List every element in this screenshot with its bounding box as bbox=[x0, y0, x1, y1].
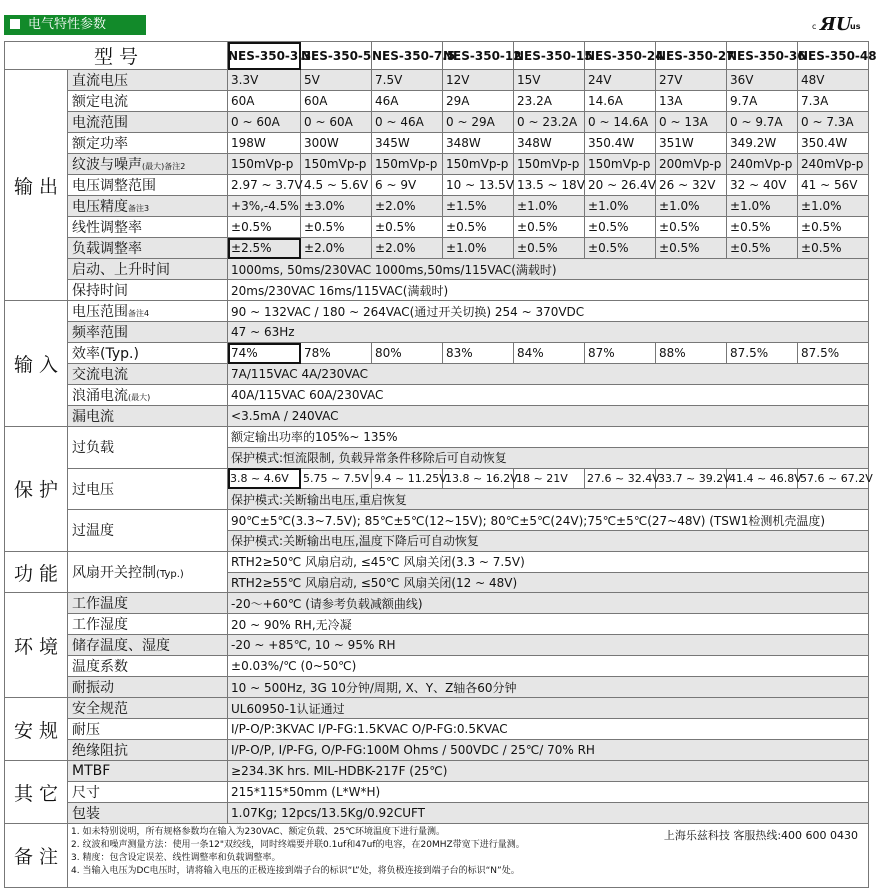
value-cell: 29A bbox=[443, 91, 514, 112]
param-label: 效率(Typ.) bbox=[68, 343, 228, 364]
param-label: 线性调整率 bbox=[68, 217, 228, 238]
model-header: NES-350-7.5 bbox=[372, 42, 443, 70]
value-cell: 9.7A bbox=[727, 91, 798, 112]
value-span-cell: UL60950-1认证通过 bbox=[228, 698, 869, 719]
param-label: 漏电流 bbox=[68, 406, 228, 427]
value-cell: +3%,-4.5% bbox=[228, 196, 301, 217]
table-row bbox=[5, 154, 869, 175]
param-label: 电压精度备注3 bbox=[68, 196, 228, 217]
model-header: NES-350-5 bbox=[301, 42, 372, 70]
param-label: 电压范围备注4 bbox=[68, 301, 228, 322]
section-environment: 环 境 bbox=[5, 593, 68, 698]
param-label: 过负载 bbox=[68, 427, 228, 469]
value-span-cell: I/P-O/P:3KVAC I/P-FG:1.5KVAC O/P-FG:0.5KVAC bbox=[228, 719, 869, 740]
table-row bbox=[5, 238, 869, 259]
value-cell: 150mVp-p bbox=[443, 154, 514, 175]
value-cell: 0 ~ 14.6A bbox=[585, 112, 656, 133]
value-cell: 84% bbox=[514, 343, 585, 364]
value-cell: 349.2W bbox=[727, 133, 798, 154]
param-label: 工作湿度 bbox=[68, 614, 228, 635]
model-header: NES-350-36 bbox=[727, 42, 798, 70]
param-label: 过电压 bbox=[68, 468, 228, 510]
param-label: 耐压 bbox=[68, 719, 228, 740]
value-cell: 345W bbox=[372, 133, 443, 154]
value-cell: ±0.5% bbox=[656, 217, 727, 238]
value-cell: 13A bbox=[656, 91, 727, 112]
table-row bbox=[5, 70, 869, 91]
value-cell: 7.5V bbox=[372, 70, 443, 91]
table-row bbox=[5, 343, 869, 364]
table-row bbox=[5, 175, 869, 196]
value-cell: ±1.5% bbox=[443, 196, 514, 217]
param-label: 工作温度 bbox=[68, 593, 228, 614]
value-cell: ±0.5% bbox=[727, 238, 798, 259]
model-header: NES-350-48 bbox=[798, 42, 869, 70]
table-row bbox=[5, 510, 869, 531]
value-span-cell: 1000ms, 50ms/230VAC 1000ms,50ms/115VAC(满载时) bbox=[228, 259, 869, 280]
value-cell: 150mVp-p bbox=[585, 154, 656, 175]
section-safety: 安 规 bbox=[5, 698, 68, 761]
value-cell: 150mVp-p bbox=[372, 154, 443, 175]
value-cell: 2.97 ~ 3.7V bbox=[228, 175, 301, 196]
value-cell: ±2.0% bbox=[372, 238, 443, 259]
table-row bbox=[5, 217, 869, 238]
value-cell: ±0.5% bbox=[228, 217, 301, 238]
value-cell: 9.4 ~ 11.25V bbox=[372, 468, 443, 489]
value-cell: 5V bbox=[301, 70, 372, 91]
param-label: 温度系数 bbox=[68, 656, 228, 677]
value-cell: 5.75 ~ 7.5V bbox=[301, 468, 372, 489]
table-row bbox=[5, 677, 869, 698]
value-cell: 198W bbox=[228, 133, 301, 154]
value-cell: 46A bbox=[372, 91, 443, 112]
value-cell: 350.4W bbox=[798, 133, 869, 154]
value-cell: 240mVp-p bbox=[727, 154, 798, 175]
value-cell: 48V bbox=[798, 70, 869, 91]
value-cell: ±1.0% bbox=[727, 196, 798, 217]
value-cell: 0 ~ 23.2A bbox=[514, 112, 585, 133]
value-cell: ±0.5% bbox=[301, 217, 372, 238]
value-cell: 150mVp-p bbox=[228, 154, 301, 175]
value-cell: 348W bbox=[443, 133, 514, 154]
value-cell: ±0.5% bbox=[585, 217, 656, 238]
value-cell: ±0.5% bbox=[514, 238, 585, 259]
value-cell: 240mVp-p bbox=[798, 154, 869, 175]
table-row bbox=[5, 593, 869, 614]
value-cell: ±1.0% bbox=[798, 196, 869, 217]
value-cell: ±2.0% bbox=[372, 196, 443, 217]
value-cell: 74% bbox=[228, 343, 301, 364]
table-row bbox=[5, 112, 869, 133]
note-line: 1. 如未特别说明，所有规格参数均在输入为230VAC、额定负载、25℃环境温度下进行量测。 bbox=[71, 827, 446, 838]
value-cell: 150mVp-p bbox=[301, 154, 372, 175]
value-cell: 27.6 ~ 32.4V bbox=[585, 468, 656, 489]
value-span-cell: RTH2≥55℃ 风扇启动, ≤50℃ 风扇关闭(12 ~ 48V) bbox=[228, 572, 869, 593]
value-cell: ±1.0% bbox=[585, 196, 656, 217]
value-cell: ±0.5% bbox=[514, 217, 585, 238]
value-cell: 60A bbox=[228, 91, 301, 112]
param-label: 保持时间 bbox=[68, 280, 228, 301]
value-cell: 14.6A bbox=[585, 91, 656, 112]
table-row bbox=[5, 698, 869, 719]
value-span-cell: 保护模式:恒流限制, 负载异常条件移除后可自动恢复 bbox=[228, 447, 869, 468]
value-cell: 60A bbox=[301, 91, 372, 112]
value-cell: 57.6 ~ 67.2V bbox=[798, 468, 869, 489]
value-cell: 87.5% bbox=[727, 343, 798, 364]
model-header: NES-350-12 bbox=[443, 42, 514, 70]
table-row bbox=[5, 551, 869, 572]
param-label: 直流电压 bbox=[68, 70, 228, 91]
value-cell: 26 ~ 32V bbox=[656, 175, 727, 196]
value-cell: 7.3A bbox=[798, 91, 869, 112]
value-cell: 3.3V bbox=[228, 70, 301, 91]
param-label: 包装 bbox=[68, 803, 228, 824]
value-cell: 3.8 ~ 4.6V bbox=[228, 468, 301, 489]
param-label: 负载调整率 bbox=[68, 238, 228, 259]
param-label: 浪涌电流(最大) bbox=[68, 385, 228, 406]
value-span-cell: 90℃±5℃(3.3~7.5V); 85℃±5℃(12~15V); 80℃±5℃(24V);75℃±5℃(27~48V) (TSW1检测机壳温度) bbox=[228, 510, 869, 531]
value-cell: 0 ~ 60A bbox=[301, 112, 372, 133]
value-cell: 87% bbox=[585, 343, 656, 364]
model-header: NES-350-24 bbox=[585, 42, 656, 70]
value-cell: 27V bbox=[656, 70, 727, 91]
value-cell: 13.5 ~ 18V bbox=[514, 175, 585, 196]
table-row bbox=[5, 427, 869, 448]
value-cell: 300W bbox=[301, 133, 372, 154]
value-cell: 351W bbox=[656, 133, 727, 154]
square-icon bbox=[10, 19, 20, 29]
value-span-cell: 90 ~ 132VAC / 180 ~ 264VAC(通过开关切换) 254 ~ 370VDC bbox=[228, 301, 869, 322]
value-cell: ±0.5% bbox=[727, 217, 798, 238]
value-span-cell: 20 ~ 90% RH,无冷凝 bbox=[228, 614, 869, 635]
value-cell: 4.5 ~ 5.6V bbox=[301, 175, 372, 196]
table-row bbox=[5, 719, 869, 740]
value-cell: 350.4W bbox=[585, 133, 656, 154]
table-row bbox=[5, 468, 869, 489]
value-span-cell: 47 ~ 63Hz bbox=[228, 322, 869, 343]
section-other: 其 它 bbox=[5, 761, 68, 824]
value-span-cell: -20～+60℃ (请参考负载减额曲线) bbox=[228, 593, 869, 614]
value-cell: 0 ~ 13A bbox=[656, 112, 727, 133]
notes-cell bbox=[68, 824, 869, 888]
table-row bbox=[5, 91, 869, 112]
spec-table bbox=[4, 41, 877, 888]
param-label: 安全规范 bbox=[68, 698, 228, 719]
section-input: 输 入 bbox=[5, 301, 68, 427]
value-cell: ±0.5% bbox=[798, 217, 869, 238]
value-cell: ±2.5% bbox=[228, 238, 301, 259]
table-row bbox=[5, 740, 869, 761]
section-notes: 备 注 bbox=[5, 824, 68, 888]
spec-table-body bbox=[5, 42, 877, 888]
param-label: 绝缘阻抗 bbox=[68, 740, 228, 761]
table-row bbox=[5, 782, 869, 803]
value-span-cell: 保护模式:关断输出电压,重启恢复 bbox=[228, 489, 869, 510]
value-cell: 33.7 ~ 39.2V bbox=[656, 468, 727, 489]
hotline-text: 上海乐兹科技 客服热线:400 600 0430 bbox=[663, 829, 859, 843]
section-header-title: 电气特性参数 bbox=[28, 17, 107, 32]
table-row bbox=[5, 656, 869, 677]
table-row bbox=[5, 803, 869, 824]
param-label: 额定电流 bbox=[68, 91, 228, 112]
table-row bbox=[5, 364, 869, 385]
param-label: 频率范围 bbox=[68, 322, 228, 343]
value-cell: 348W bbox=[514, 133, 585, 154]
value-span-cell: ±0.03%/℃ (0~50℃) bbox=[228, 656, 869, 677]
value-span-cell: 20ms/230VAC 16ms/115VAC(满载时) bbox=[228, 280, 869, 301]
value-span-cell: ≥234.3K hrs. MIL-HDBK-217F (25℃) bbox=[228, 761, 869, 782]
value-cell: 12V bbox=[443, 70, 514, 91]
param-label: 耐振动 bbox=[68, 677, 228, 698]
value-cell: ±3.0% bbox=[301, 196, 372, 217]
param-label: 过温度 bbox=[68, 510, 228, 552]
section-protection: 保 护 bbox=[5, 427, 68, 552]
table-row bbox=[5, 406, 869, 427]
value-cell: 6 ~ 9V bbox=[372, 175, 443, 196]
value-span-cell: -20 ~ +85℃, 10 ~ 95% RH bbox=[228, 635, 869, 656]
note-line: 2. 纹波和噪声测量方法：使用一条12"双绞线，同时终端要并联0.1uf和47uf的电容，在20MHZ带宽下进行量测。 bbox=[71, 840, 525, 851]
value-cell: ±1.0% bbox=[443, 238, 514, 259]
value-cell: 80% bbox=[372, 343, 443, 364]
table-row bbox=[5, 322, 869, 343]
value-cell: 0 ~ 29A bbox=[443, 112, 514, 133]
param-label: 电压调整范围 bbox=[68, 175, 228, 196]
value-cell: 150mVp-p bbox=[514, 154, 585, 175]
param-label: 纹波与噪声(最大)备注2 bbox=[68, 154, 228, 175]
model-header: NES-350-27 bbox=[656, 42, 727, 70]
value-cell: 18 ~ 21V bbox=[514, 468, 585, 489]
value-cell: 0 ~ 60A bbox=[228, 112, 301, 133]
table-row bbox=[5, 635, 869, 656]
table-row bbox=[5, 196, 869, 217]
value-span-cell: <3.5mA / 240VAC bbox=[228, 406, 869, 427]
value-span-cell: 10 ~ 500Hz, 3G 10分钟/周期, X、Y、Z轴各60分钟 bbox=[228, 677, 869, 698]
value-cell: ±1.0% bbox=[656, 196, 727, 217]
section-function: 功 能 bbox=[5, 551, 68, 593]
note-line: 3. 精度：包含设定误差、线性调整率和负载调整率。 bbox=[71, 853, 281, 864]
value-cell: 10 ~ 13.5V bbox=[443, 175, 514, 196]
value-cell: 0 ~ 9.7A bbox=[727, 112, 798, 133]
value-span-cell: 7A/115VAC 4A/230VAC bbox=[228, 364, 869, 385]
param-label: 交流电流 bbox=[68, 364, 228, 385]
table-row bbox=[5, 280, 869, 301]
value-cell: 32 ~ 40V bbox=[727, 175, 798, 196]
value-cell: 0 ~ 7.3A bbox=[798, 112, 869, 133]
section-header bbox=[4, 15, 146, 35]
param-label: 储存温度、湿度 bbox=[68, 635, 228, 656]
value-cell: 87.5% bbox=[798, 343, 869, 364]
value-span-cell: 1.07Kg; 12pcs/13.5Kg/0.92CUFT bbox=[228, 803, 869, 824]
value-cell: ±2.0% bbox=[301, 238, 372, 259]
value-cell: ±0.5% bbox=[798, 238, 869, 259]
table-row bbox=[5, 614, 869, 635]
table-row bbox=[5, 824, 869, 888]
model-header: NES-350-15 bbox=[514, 42, 585, 70]
value-cell: 24V bbox=[585, 70, 656, 91]
value-cell: 41.4 ~ 46.8V bbox=[727, 468, 798, 489]
value-cell: 88% bbox=[656, 343, 727, 364]
value-cell: ±0.5% bbox=[585, 238, 656, 259]
table-row bbox=[5, 761, 869, 782]
param-label: 风扇开关控制(Typ.) bbox=[68, 551, 228, 593]
section-output: 输 出 bbox=[5, 70, 68, 301]
value-span-cell: 40A/115VAC 60A/230VAC bbox=[228, 385, 869, 406]
value-cell: ±0.5% bbox=[372, 217, 443, 238]
param-label: 启动、上升时间 bbox=[68, 259, 228, 280]
table-row bbox=[5, 301, 869, 322]
value-cell: 13.8 ~ 16.2V bbox=[443, 468, 514, 489]
value-span-cell: 额定输出功率的105%~ 135% bbox=[228, 427, 869, 448]
table-row bbox=[5, 42, 869, 70]
value-cell: ±0.5% bbox=[443, 217, 514, 238]
param-label: 电流范围 bbox=[68, 112, 228, 133]
table-row bbox=[5, 133, 869, 154]
value-cell: 83% bbox=[443, 343, 514, 364]
value-span-cell: 保护模式:关断输出电压,温度下降后可自动恢复 bbox=[228, 530, 869, 551]
ul-certification-logo: c ЯU us bbox=[812, 14, 861, 35]
param-label: MTBF bbox=[68, 761, 228, 782]
value-span-cell: 215*115*50mm (L*W*H) bbox=[228, 782, 869, 803]
value-cell: 15V bbox=[514, 70, 585, 91]
param-label: 额定功率 bbox=[68, 133, 228, 154]
note-line: 4. 当输入电压为DC电压时，请将输入电压的正极连接到端子台的标识“L”处，将负极连接到端子台的标识“N”处。 bbox=[71, 866, 520, 877]
value-cell: 78% bbox=[301, 343, 372, 364]
value-cell: ±1.0% bbox=[514, 196, 585, 217]
model-label: 型 号 bbox=[5, 42, 228, 70]
table-row bbox=[5, 259, 869, 280]
value-cell: 36V bbox=[727, 70, 798, 91]
model-header: NES-350-3.3 bbox=[228, 42, 301, 70]
value-span-cell: RTH2≥50℃ 风扇启动, ≤45℃ 风扇关闭(3.3 ~ 7.5V) bbox=[228, 551, 869, 572]
value-cell: 200mVp-p bbox=[656, 154, 727, 175]
value-cell: 0 ~ 46A bbox=[372, 112, 443, 133]
value-cell: 20 ~ 26.4V bbox=[585, 175, 656, 196]
value-cell: 23.2A bbox=[514, 91, 585, 112]
value-span-cell: I/P-O/P, I/P-FG, O/P-FG:100M Ohms / 500VDC / 25℃/ 70% RH bbox=[228, 740, 869, 761]
value-cell: ±0.5% bbox=[656, 238, 727, 259]
table-row bbox=[5, 385, 869, 406]
value-cell: 41 ~ 56V bbox=[798, 175, 869, 196]
param-label: 尺寸 bbox=[68, 782, 228, 803]
